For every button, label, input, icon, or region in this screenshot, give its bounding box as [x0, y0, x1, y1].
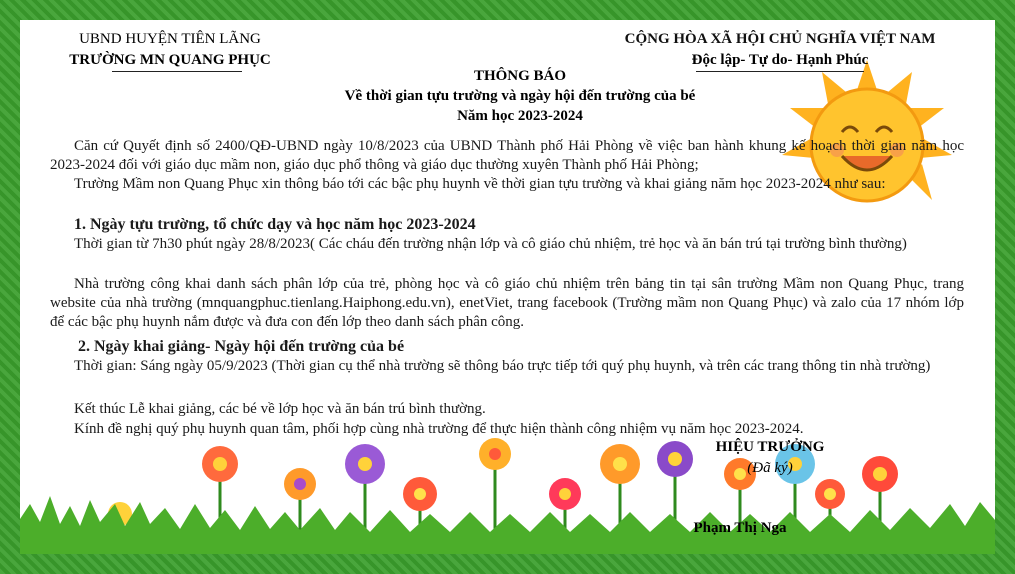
section-heading-1: 1. Ngày tựu trường, tổ chức dạy và học năm học 2023-2024 — [74, 216, 476, 233]
body-paragraph-request: Kính đề nghị quý phụ huynh quan tâm, phối hợp cùng nhà trường để thực hiện thành công nhiệm vụ năm học 2023-2024. — [74, 421, 804, 437]
body-paragraph-class-list: Nhà trường công khai danh sách phân lớp của trẻ, phòng học và cô giáo chủ nhiệm trên bảng tin tại sân trường Mầm non Quang Phục, trang website của nhà trường (mnquangphuc.tienlang.Haiphong.edu.vn), enetViet, trang facebook (Trường mầm non Quang Phục) và zalo của 17 nhóm lớp để các bậc phụ huynh nắm được và đưa con đến lớp theo danh sách phân công. — [50, 276, 964, 330]
issuer-authority: UBND HUYỆN TIÊN LÃNG — [79, 31, 261, 47]
signature-name: Phạm Thị Nga — [693, 520, 787, 536]
notice-year: Năm học 2023-2024 — [457, 108, 583, 124]
body-paragraph-after-ceremony: Kết thúc Lễ khai giảng, các bé về lớp học và ăn bán trú bình thường. — [74, 401, 486, 417]
motto-underline — [696, 71, 864, 72]
section-heading-2: 2. Ngày khai giảng- Ngày hội đến trường của bé — [78, 338, 405, 355]
notice-subtitle: Về thời gian tựu trường và ngày hội đến trường của bé — [344, 88, 696, 104]
country-title: CỘNG HÒA XÃ HỘI CHỦ NGHĨA VIỆT NAM — [624, 31, 936, 47]
issuer-school: TRƯỜNG MN QUANG PHỤC — [69, 52, 271, 68]
body-paragraph-opening: Thời gian: Sáng ngày 05/9/2023 (Thời gian cụ thể nhà trường sẽ thông báo trực tiếp tới quý phụ huynh, và trên các trang thông tin nhà trường) — [74, 358, 931, 374]
signature-note: (Đã ký) — [747, 460, 793, 476]
body-paragraph-announcement: Trường Mầm non Quang Phục xin thông báo tới các bậc phụ huynh về thời gian tựu trường và khai giảng năm học 2023-2024 như sau: — [74, 176, 886, 192]
signature-role: HIỆU TRƯỞNG — [715, 439, 825, 455]
body-paragraph-basis: Căn cứ Quyết định số 2400/QĐ-UBND ngày 10/8/2023 của UBND Thành phố Hải Phòng về việc ban hành khung kế hoạch thời gian năm học 2023-2024 đối với giáo dục mầm non, giáo dục phổ thông và giáo dục thường xuyên Thành phố Hải Phòng; — [50, 138, 964, 173]
body-paragraph-schedule: Thời gian từ 7h30 phút ngày 28/8/2023( Các cháu đến trường nhận lớp và cô giáo chủ nhiệm, trẻ học và ăn bán trú tại trường bình thường) — [74, 236, 907, 252]
issuer-underline — [112, 71, 242, 72]
notice-title: THÔNG BÁO — [473, 68, 567, 84]
country-motto: Độc lập- Tự do- Hạnh Phúc — [691, 52, 869, 68]
notice-paper — [20, 20, 995, 554]
